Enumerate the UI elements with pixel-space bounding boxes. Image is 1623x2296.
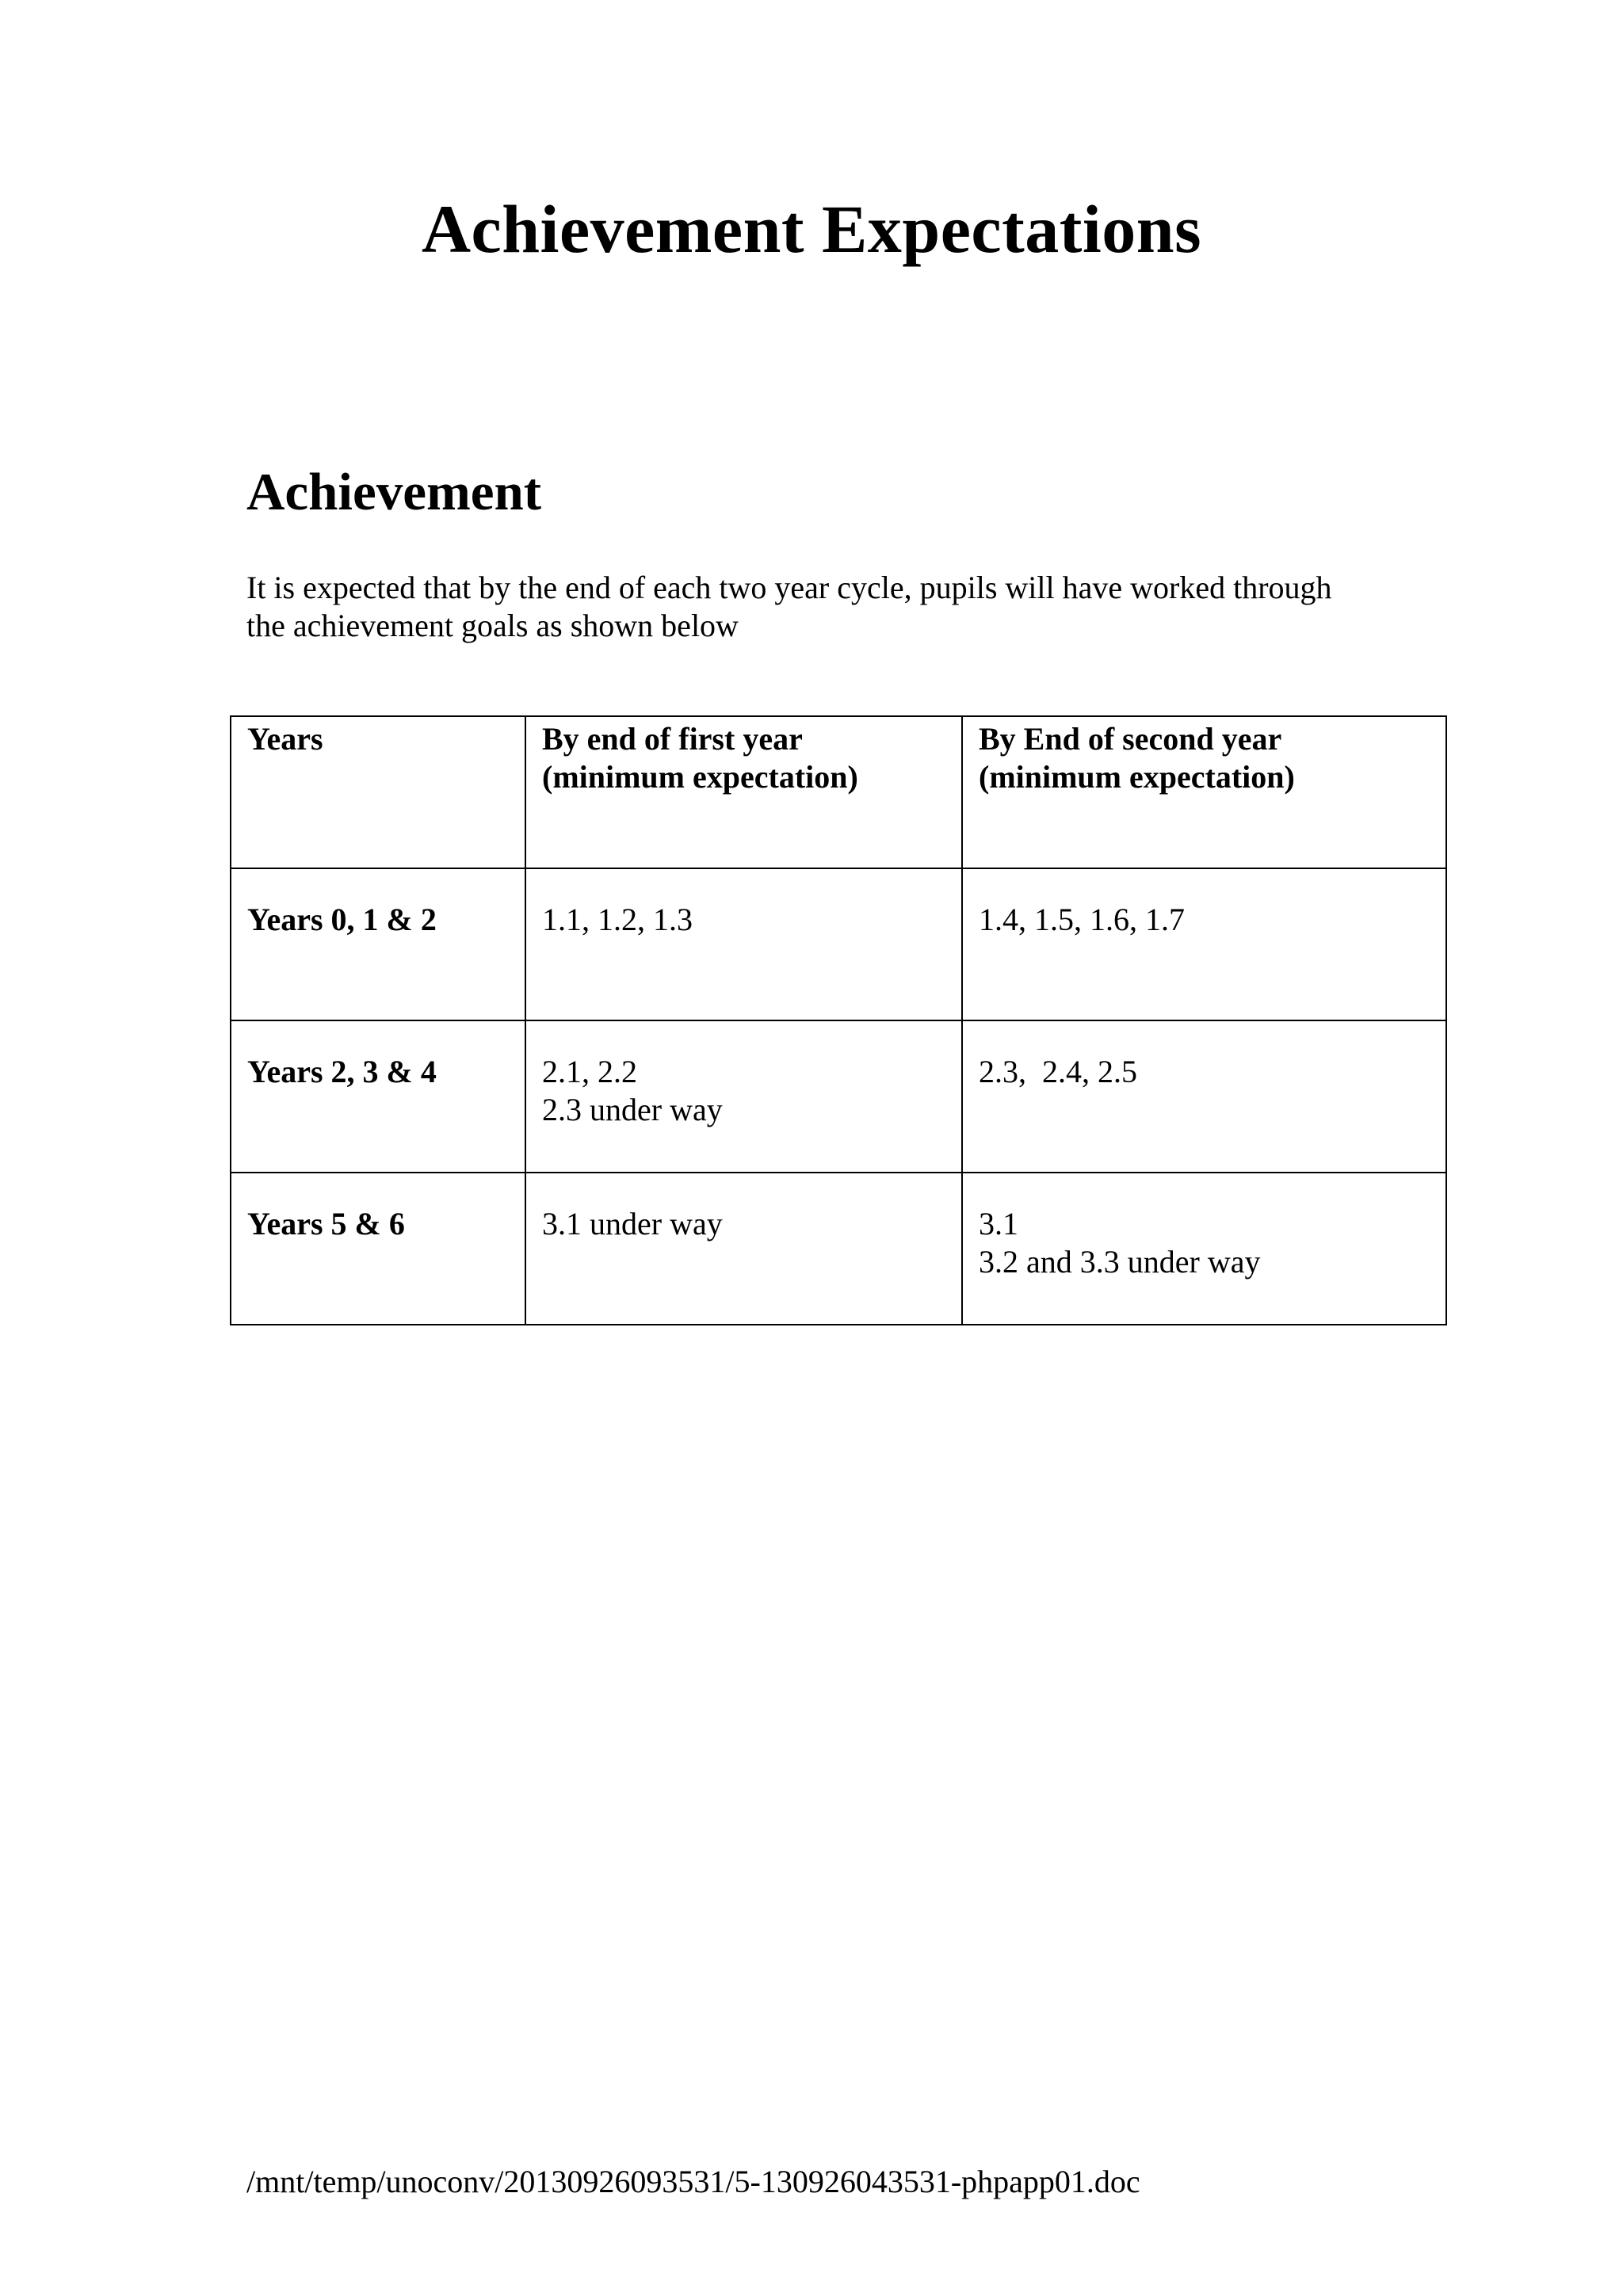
row-second-year-line: 3.2 and 3.3 under way bbox=[979, 1244, 1261, 1280]
row-first-year-line: 2.1, 2.2 bbox=[542, 1054, 637, 1089]
row-first-year bbox=[525, 1173, 962, 1325]
row-first-year-line: 2.3 under way bbox=[542, 1092, 723, 1127]
header-years bbox=[231, 716, 525, 868]
header-years-label: Years bbox=[247, 721, 323, 757]
row-second-year bbox=[962, 1020, 1446, 1173]
header-first-year bbox=[525, 716, 962, 868]
table-row bbox=[231, 1020, 1446, 1173]
document-title: Achievement Expectations bbox=[421, 191, 1202, 267]
intro-line: the achievement goals as shown below bbox=[246, 608, 739, 643]
header-second-year bbox=[962, 716, 1446, 868]
row-second-year bbox=[962, 1173, 1446, 1325]
row-first-year bbox=[525, 868, 962, 1020]
row-second-year-line: 3.1 bbox=[979, 1206, 1018, 1241]
row-years-label: Years 5 & 6 bbox=[247, 1206, 405, 1241]
row-second-year-line: 1.4, 1.5, 1.6, 1.7 bbox=[979, 902, 1185, 937]
footer-file-path: /mnt/temp/unoconv/20130926093531/5-130926043531-phpapp01.doc bbox=[246, 2164, 1140, 2199]
row-years bbox=[231, 868, 525, 1020]
table-header-row bbox=[231, 716, 1446, 868]
header-first-year-line: (minimum expectation) bbox=[542, 759, 858, 795]
row-years bbox=[231, 1020, 525, 1173]
row-years-label: Years 0, 1 & 2 bbox=[247, 902, 437, 937]
row-years-label: Years 2, 3 & 4 bbox=[247, 1054, 437, 1089]
header-first-year-line: By end of first year bbox=[542, 721, 803, 757]
intro-paragraph bbox=[246, 569, 1419, 645]
row-second-year-line: 2.3, 2.4, 2.5 bbox=[979, 1054, 1137, 1089]
achievement-goals-table bbox=[230, 715, 1447, 1325]
intro-line: It is expected that by the end of each two year cycle, pupils will have worked through bbox=[246, 570, 1332, 605]
table-row bbox=[231, 868, 1446, 1020]
section-heading: Achievement bbox=[246, 463, 542, 521]
row-years bbox=[231, 1173, 525, 1325]
table-row bbox=[231, 1173, 1446, 1325]
header-second-year-line: By End of second year bbox=[979, 721, 1282, 757]
row-first-year bbox=[525, 1020, 962, 1173]
row-first-year-line: 3.1 under way bbox=[542, 1206, 723, 1241]
header-second-year-line: (minimum expectation) bbox=[979, 759, 1295, 795]
row-first-year-line: 1.1, 1.2, 1.3 bbox=[542, 902, 693, 937]
row-second-year bbox=[962, 868, 1446, 1020]
